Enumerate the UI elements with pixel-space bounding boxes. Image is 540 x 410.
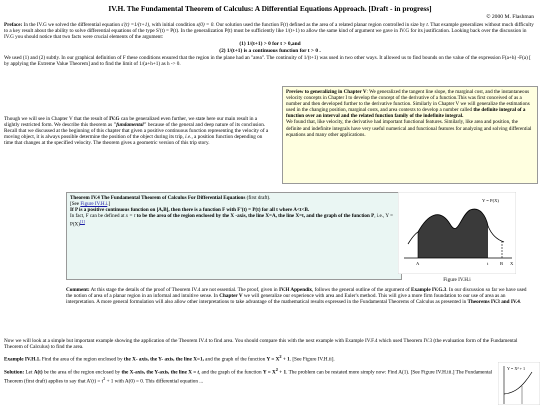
intro-paragraph: Though we will see in Chapter V that the result of IV.G can be generalized even further, we state here our main result in a slightly restricted form. We describe this theorem as "fundamental" because of the general and deep nature of its conclusion. Recall that we discussed at the beginning of this chapter that given a positive continuous function representing the velocity of a moving object, it is always possible determine the position of the object during its trip, i.e., a position function depending on time that changes at the specified velocity. The theorem gives a geometric version of this trip story.: [4, 116, 269, 147]
theorem-statement: If P is a positive continuous function on [A,B], then there is a function F with F'(t) = P(t) for all t where A<t<B.: [70, 207, 310, 214]
label-a: A: [416, 261, 420, 266]
copyright-notice: © 2000 M. Flashman: [486, 14, 534, 20]
preface-paragraph: Preface: In the IV.G we solved the differential equation s'(t) =1/(t+1), with initial condition s(0) = 0. Our solution used the function F(t) defined as the area of a related planar region controlled in size by t. That example generalizes without much difficulty to a key result about the ability to solve differential equations of the type S'(t) = P(t). In the generalization P(t) must be sufficiently like 1/(t+1) to allow the same kind of argument we gave in IV.G for its justification. Looking back over the discussion in IV.G you should notice that two facts were crucial elements of the argument:: [4, 22, 534, 41]
area-figure: [398, 192, 516, 274]
preface-label: Preface:: [4, 22, 23, 28]
label-x: X: [510, 261, 514, 266]
page-title: IV.H. The Fundamental Theorem of Calculus: A Differential Equations Approach. [Draft - in progress]: [108, 4, 432, 13]
comment-paragraph: Comment: At this stage the details of the proof of Theorem IV.4 are not essential. The proof, given in IV.H Appendix, follows the general outline of the argument of Example IV.G.3. In our discussion so far we have used the notion of area of a planar region in an informal and intuitive sense. In Chapter V we will generalize our experience with area and Euler's method. This will give a more firm foundation to our use of area as an interpretation. A more general formulation will also allow other interpretations to take advantage of the mathematical results expressed in the Fundamental Theorems of Calculus as presented in Theorems IV.3 and IV.4.: [66, 287, 527, 306]
fact-continuous: (2) 1/(t+1) is a continuous function for t > 0 .: [219, 47, 321, 54]
now-paragraph: Now we will look at a simple but important example showing the application of the Theorem IV.4 to find area. You should compare this with the next example with Example IV.F.4 which used Theorem IV.3 (the evaluation form of the Fundamental Theorem of Calculus) to find the area.: [4, 338, 518, 351]
example-paragraph: Example IV.H.1. Find the area of the region enclosed by the X- axis, the Y- axis, the line X=1, and the graph of the function $Y = X^2 + 1$. [See Figure IV.H.ii].: [4, 354, 335, 363]
preview-label: Preview to generalizing in Chapter V: [286, 89, 367, 95]
fact-positive: (1) 1/(t+1) > 0 for t > 0,and: [239, 41, 301, 47]
comment-label: Comment:: [66, 287, 90, 293]
theorem-box: Theorem IV.4 The Fundamental Theorem of Calculus For Differential Equations (first draft). [See Figure IV.H.i.] If P is a positive continuous function on [A,B], then there is a function F with F'(t) = P(t) for all t where A<t<B. In fact, F can be defined at x = t to be the area of the region enclosed by the X -axis, the line X=A, the line X=t, and the graph of the function P, i.e., Y = P(X)[1]: [66, 192, 402, 280]
parabola-figure: [498, 362, 540, 405]
theorem-label: Theorem IV.4 The Fundamental Theorem of Calculus For Differential Equations: [70, 195, 246, 201]
used-paragraph: We used (1) and (2) subtly. In our graphical definition of F these conditions ensured that the region in the plane had an "area". The continuity of 1/(t+1) was used in two other ways. It allowed us to find bounds on the value of the expression F(a+h) -F(a) [ by applying the Extreme Value Theorem] and to find the limit of 1/(a+h+1) as h -> 0.: [4, 55, 531, 68]
label-t: t: [487, 261, 489, 266]
solution-paragraph: Solution: Let A(t) be the area of the region enclosed by the X-axis, the Y-axis, the line X = t, and the graph of the function $Y = X^2 + 1$. The problem can be restated more simply now: Find A(1). [See Figure IV.H.iii.] The Fundamental Theorem (first draft) applies to say that $A'(t) = t^2 + 1$ with A(0) = 0. This differential equation ...: [4, 367, 493, 385]
curve-label: Y = P(X): [482, 198, 499, 203]
area-graph: [398, 192, 516, 274]
preview-box: Preview to generalizing in Chapter V: We generalized the tangent line slope, the marginal cost, and the instantaneous velocity concepts in Chapter I to develop the concept of the derivative of a function.This was first conceived of as a number and then developed further to the derivative function. Similarly in Chapter V we will generalize the estimations used in the changing position, marginal costs, and area contexts to develop a number called the definite integral of a function over an interval and the related function family of the indefinite integral. We found that, like velocity, the derivative had important functional features. Similarly, like area and position, the definite and indefinite integrals have very useful numerical and functional features for analyzing and solving differential equations and many other applications.: [282, 86, 538, 184]
parabola-label: Y = X² + 1: [507, 366, 526, 371]
label-b: B: [500, 261, 504, 266]
parabola-graph: [498, 362, 540, 405]
example-label: Example IV.H.1.: [4, 356, 41, 363]
figure-link[interactable]: Figure IV.H.i: [80, 201, 108, 208]
figure-caption: Figure IV.H.i: [443, 277, 471, 283]
solution-label: Solution:: [4, 369, 25, 376]
footnote-link[interactable]: [1]: [79, 219, 85, 225]
